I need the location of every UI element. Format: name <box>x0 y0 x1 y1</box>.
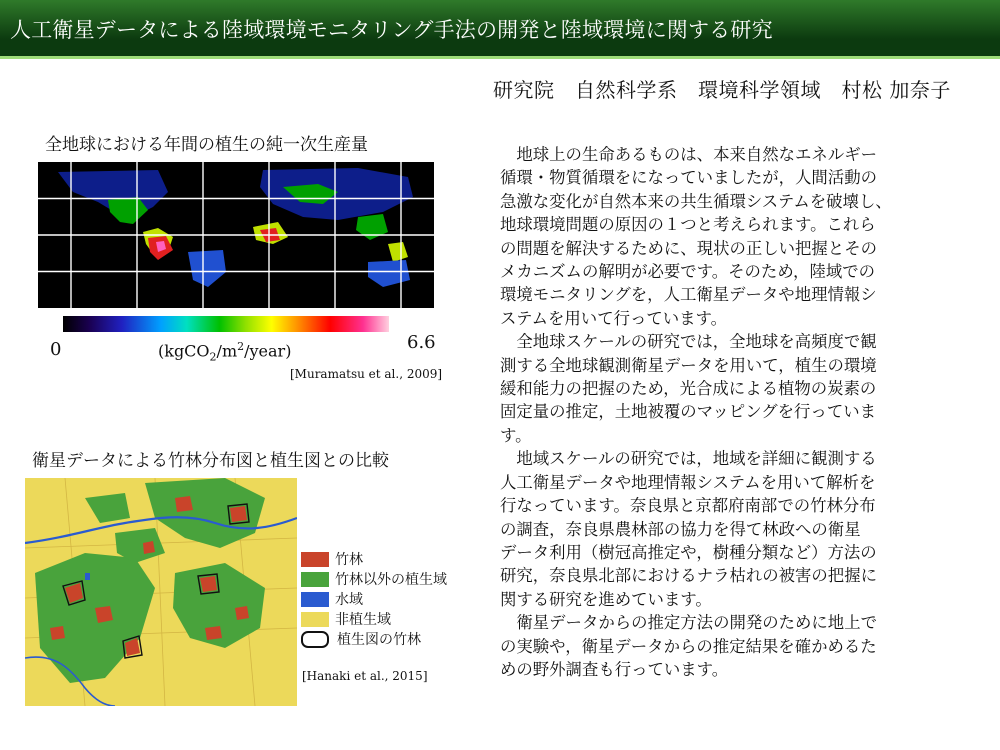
figure2-caption: 衛星データによる竹林分布図と植生図との比較 <box>32 451 389 471</box>
legend-item-other-vegetation <box>301 569 496 589</box>
figure2-citation: [Hanaki et al., 2015] <box>302 669 428 683</box>
legend-label: 水域 <box>335 592 363 608</box>
legend-swatch-outline <box>301 631 329 648</box>
author-affiliation: 研究院 自然科学系 環境科学領域 村松 加奈子 <box>493 78 951 102</box>
legend-label: 非植生域 <box>335 612 391 628</box>
legend-label: 竹林 <box>335 552 363 568</box>
legend-swatch-water <box>301 592 329 607</box>
figure1-caption: 全地球における年間の植生の純一次生産量 <box>45 135 368 155</box>
paragraph: 衛星データからの推定方法の開発のために地上で の実験や，衛星データからの推定結果を確かめるた めの野外調査も行っています。 <box>500 613 877 679</box>
legend-item-non-vegetation <box>301 609 496 629</box>
paragraph: 地域スケールの研究では，地域を詳細に観測する 人工衛星データや地理情報システムを用いて解析を 行なっています。奈良県と京都府南部での竹林分布 の調査，奈良県農林部の協力を得て林政への衛星 データ利用（樹冠高推定や，樹種分類など）方法の 研究，奈良県北部におけるナラ枯れの被害の把握に 関する研究を進めています。 <box>500 449 877 609</box>
legend-label: 竹林以外の植生域 <box>335 572 447 588</box>
legend-item-vegetation-map-bamboo <box>301 629 496 649</box>
bamboo-distribution-map-image <box>25 478 297 706</box>
legend-item-water <box>301 589 496 609</box>
legend-label: 植生図の竹林 <box>337 632 421 648</box>
figure2-legend <box>301 549 496 649</box>
colorbar-max-label: 6.6 <box>407 332 436 353</box>
colorbar-min-label: 0 <box>50 339 62 360</box>
header-divider <box>0 56 1000 59</box>
colorbar <box>63 316 389 332</box>
body-text <box>500 143 960 681</box>
legend-item-bamboo <box>301 549 496 569</box>
legend-swatch-non-vegetation <box>301 612 329 627</box>
figure1-citation: [Muramatsu et al., 2009] <box>290 367 443 381</box>
legend-swatch-bamboo <box>301 552 329 567</box>
paragraph: 地球上の生命あるものは、本来自然なエネルギー 循環・物質循環をになっていましたが，人間活動の 急激な変化が自然本来の共生循環システムを破壊し、 地球環境問題の原因の１つと考えられます。これら の問題を解決するために、現状の正しい把握とその メカニズムの解明が必要です。そのため，陸域での 環境モニタリングを，人工衛星データや地理情報シ ステムを用いて行っています。 <box>500 145 892 328</box>
page-title: 人工衛星データによる陸域環境モニタリング手法の開発と陸域環境に関する研究 <box>10 18 773 42</box>
global-npp-map-image <box>38 162 434 308</box>
colorbar-unit-label: $(kgCO_2/m^2/year)$ <box>158 340 292 364</box>
paragraph: 全地球スケールの研究では，全地球を高頻度で観 測する全地球観測衛星データを用いて，植生の環境 緩和能力の把握のため，光合成による植物の炭素の 固定量の推定，土地被覆のマッピングを行っていま す。 <box>500 332 877 445</box>
legend-swatch-other-vegetation <box>301 572 329 587</box>
